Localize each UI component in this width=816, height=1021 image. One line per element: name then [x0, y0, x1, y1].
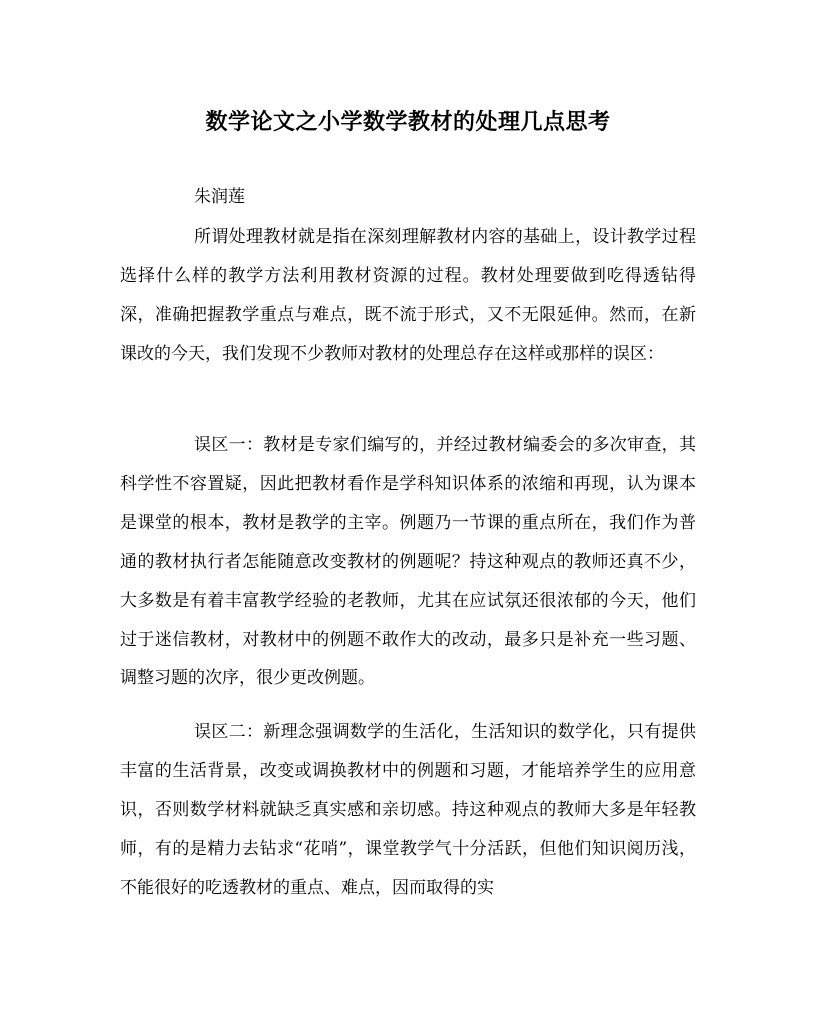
paragraph-misconception-two: 误区二：新理念强调数学的生活化，生活知识的数学化，只有提供丰富的生活背景，改变或调换教材中的例题和习题，才能培养学生的应用意识，否则数学材料就缺乏真实感和亲切感。持这种观点的教师大多是年轻教师，有的是精力去钻求“花哨”，课堂教学气十分活跃，但他们知识阅历浅，不能很好的吃透教材的重点、难点，因而取得的实: [120, 722, 696, 898]
paragraph-misconception-one: 误区一：教材是专家们编写的，并经过教材编委会的多次审查，其科学性不容置疑，因此把教材看作是学科知识体系的浓缩和再现，认为课本是课堂的根本，教材是教学的主宰。例题乃一节课的重点所在，我们作为普通的教材执行者怎能随意改变教材的例题呢？持这种观点的教师还真不少，大多数是有着丰富教学经验的老教师，尤其在应试氛还很浓郁的今天，他们过于迷信教材，对教材中的例题不敢作大的改动，最多只是补充一些习题、调整习题的次序，很少更改例题。: [120, 435, 696, 689]
document-title: 数学论文之小学数学教材的处理几点思考: [205, 109, 611, 135]
paragraph-intro: 所谓处理教材就是指在深刻理解教材内容的基础上，设计教学过程选择什么样的教学方法利用教材资源的过程。教材处理要做到吃得透钻得深，准确把握教学重点与难点，既不流于形式，又不无限延伸。然而，在新课改的今天，我们发现不少教师对教材的处理总存在这样或那样的误区：: [120, 227, 696, 364]
author-name: 朱润莲: [194, 187, 245, 207]
